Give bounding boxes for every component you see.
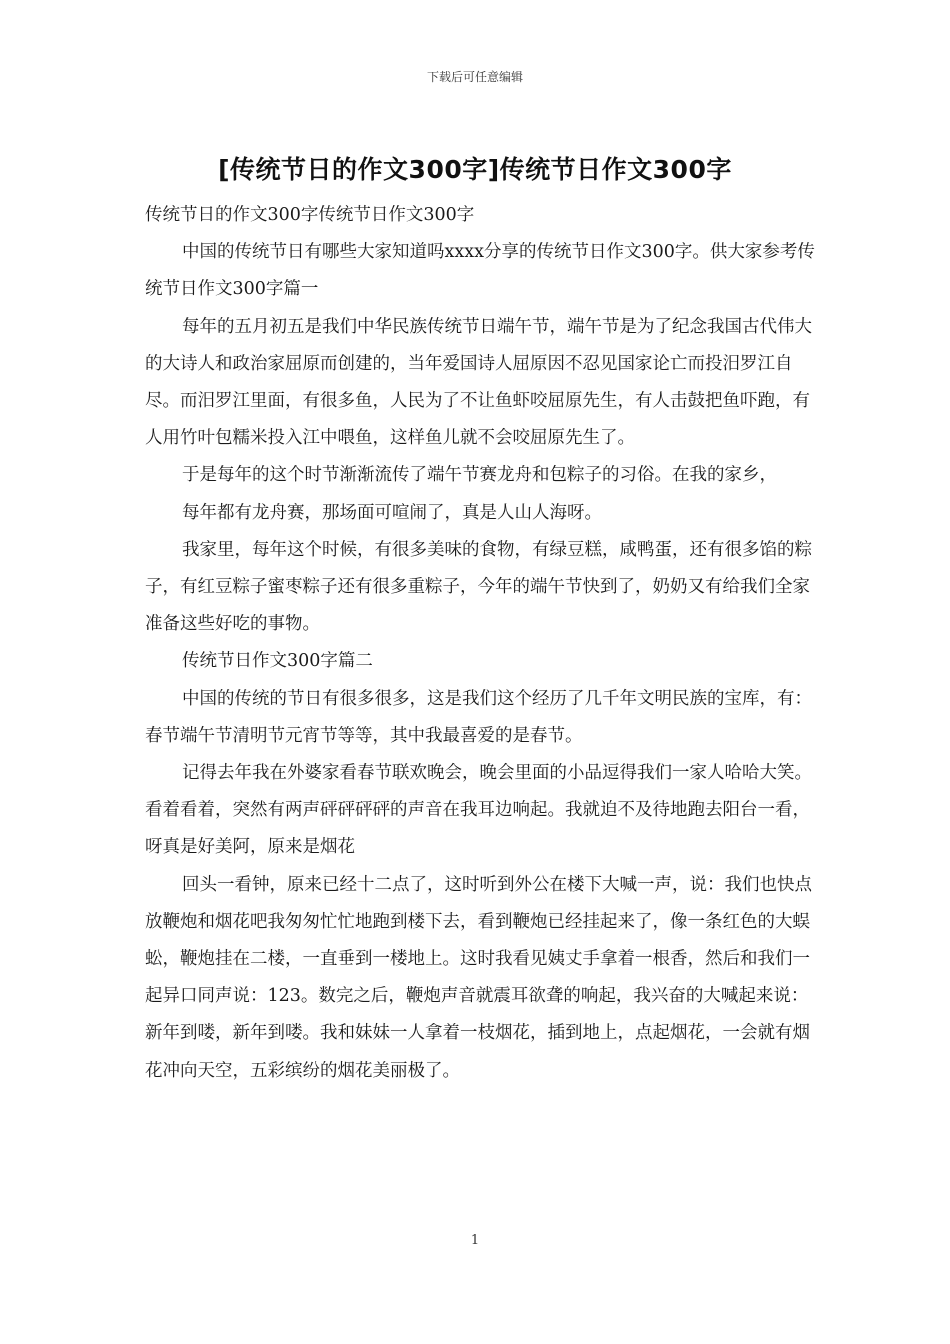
paragraph: 于是每年的这个时节渐渐流传了端午节赛龙舟和包粽子的习俗。在我的家乡， bbox=[182, 465, 777, 486]
header-note: 下载后可任意编辑 bbox=[426, 70, 523, 84]
paragraph: 中国的传统的节日有很多很多，这是我们这个经历了几千年文明民族的宝库，有：春节端午节清明节元宵节等等，其中我最喜爱的是春节。 bbox=[145, 688, 812, 746]
document-title: [传统节日的作文300字]传统节日作文300字 bbox=[218, 155, 732, 184]
subtitle-paragraph: 传统节日的作文300字传统节日作文300字 bbox=[145, 205, 475, 225]
paragraph: 每年都有龙舟赛，那场面可喧闹了，真是人山人海呀。 bbox=[182, 502, 602, 523]
document-body bbox=[145, 197, 817, 1090]
section-heading: 传统节日作文300字篇二 bbox=[182, 651, 373, 672]
page-number: 1 bbox=[470, 1233, 480, 1248]
paragraph: 每年的五月初五是我们中华民族传统节日端午节，端午节是为了纪念我国古代伟大的大诗人和政治家屈原而创建的，当年爱国诗人屈原因不忍见国家论亡而投汨罗江自尽。而汨罗江里面，有很多鱼，人民为了不让鱼虾咬屈原先生，有人击鼓把鱼吓跑，有人用竹叶包糯米投入江中喂鱼，这样鱼儿就不会咬屈原先生了。 bbox=[145, 316, 812, 449]
paragraph: 我家里，每年这个时候，有很多美味的食物，有绿豆糕，咸鸭蛋，还有很多馅的粽子，有红豆粽子蜜枣粽子还有很多重粽子，今年的端午节快到了，奶奶又有给我们全家准备这些好吃的事物。 bbox=[145, 539, 812, 635]
paragraph: 回头一看钟，原来已经十二点了，这时听到外公在楼下大喊一声，说：我们也快点放鞭炮和烟花吧我匆匆忙忙地跑到楼下去，看到鞭炮已经挂起来了，像一条红色的大蜈蚣，鞭炮挂在二楼，一直垂到一楼地上。这时我看见姨丈手拿着一根香，然后和我们一起异口同声说：123。数完之后，鞭炮声音就震耳欲聋的响起，我兴奋的大喊起来说：新年到喽，新年到喽。我和妹妹一人拿着一枝烟花，插到地上，点起烟花，一会就有烟花冲向天空，五彩缤纷的烟花美丽极了。 bbox=[145, 874, 812, 1081]
paragraph: 记得去年我在外婆家看春节联欢晚会，晚会里面的小品逗得我们一家人哈哈大笑。看着看着，突然有两声砰砰砰砰的声音在我耳边响起。我就迫不及待地跑去阳台一看，呀真是好美阿，原来是烟花 bbox=[145, 763, 812, 858]
paragraph: 中国的传统节日有哪些大家知道吗xxxx分享的传统节日作文300字。供大家参考传统节日作文300字篇一 bbox=[145, 242, 815, 300]
